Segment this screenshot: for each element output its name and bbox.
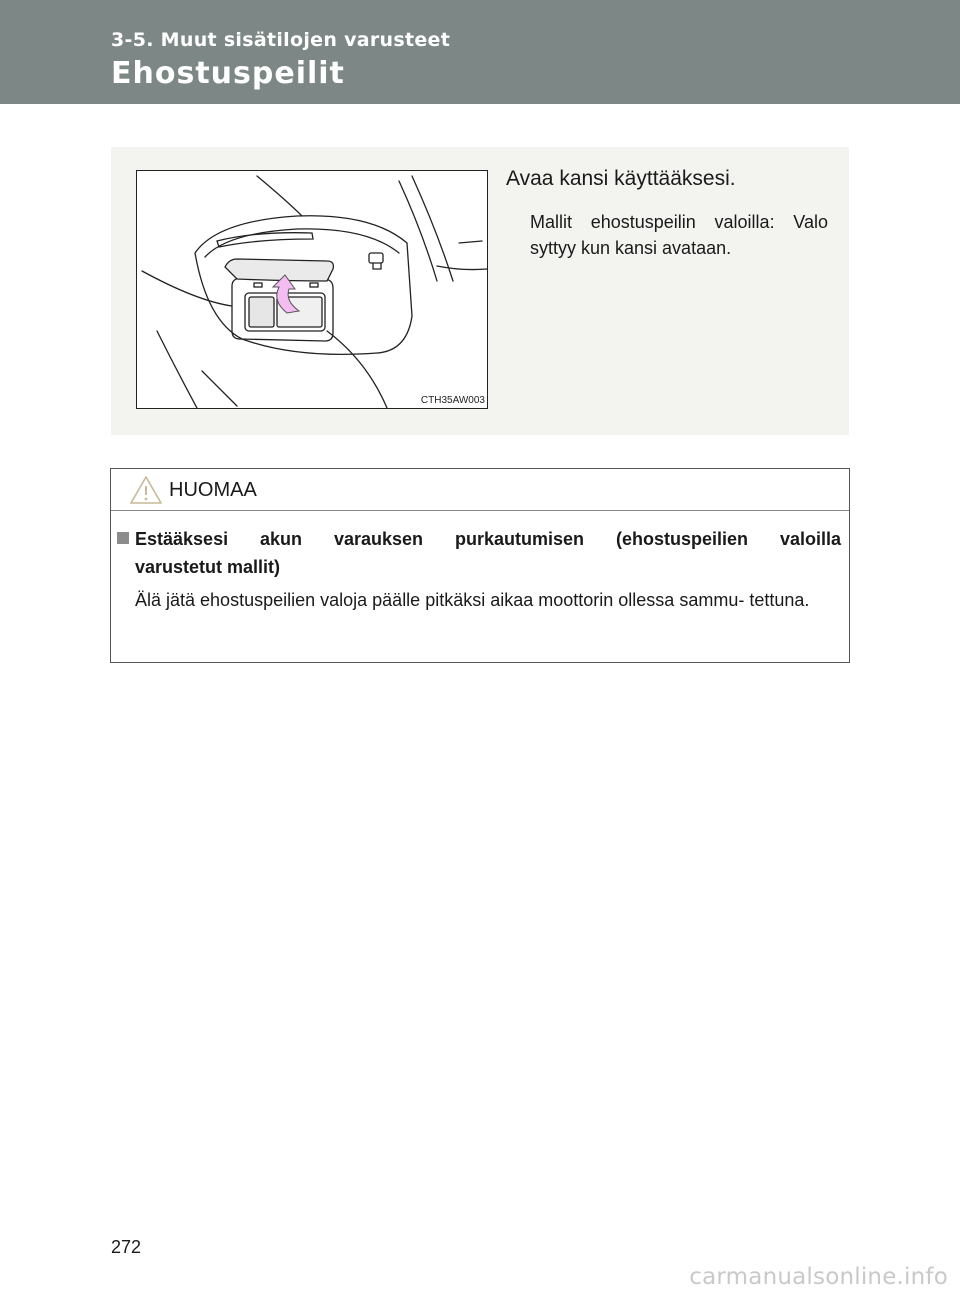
- notice-box: [110, 468, 850, 663]
- figure-code: CTH35AW003: [420, 395, 485, 406]
- notice-body: Älä jätä ehostuspeilien valoja päälle pitkäksi aikaa moottorin ollessa sammu- tettuna.: [135, 590, 810, 610]
- notice-heading: [117, 525, 841, 581]
- notice-heading-line2: varustetut mallit): [135, 557, 281, 577]
- step-note: Mallit ehostuspeilin valoilla: Valo syttyy kun kansi avataan.: [530, 212, 828, 258]
- notice-heading-line1-text: Estääksesi akun varauksen purkautumisen (ehostuspeilien valoilla: [135, 529, 841, 549]
- page-number: 272: [111, 1237, 142, 1257]
- notice-heading-line1: [117, 525, 841, 553]
- section-label: 3-5. Muut sisätilojen varusteet: [111, 29, 451, 51]
- vanity-mirror-illustration: [136, 170, 488, 409]
- step-title: Avaa kansi käyttääksesi.: [506, 167, 736, 190]
- instruction-panel: [111, 147, 849, 435]
- page-title: Ehostuspeilit: [111, 56, 345, 91]
- watermark: carmanualsonline.info: [689, 1264, 948, 1290]
- chapter-header: [0, 0, 960, 104]
- warning-triangle-icon: [129, 474, 163, 506]
- vanity-mirror-drawing: [137, 171, 487, 408]
- notice-title: HUOMAA: [169, 479, 257, 501]
- notice-header: [111, 469, 849, 511]
- bullet-square-icon: [117, 532, 129, 544]
